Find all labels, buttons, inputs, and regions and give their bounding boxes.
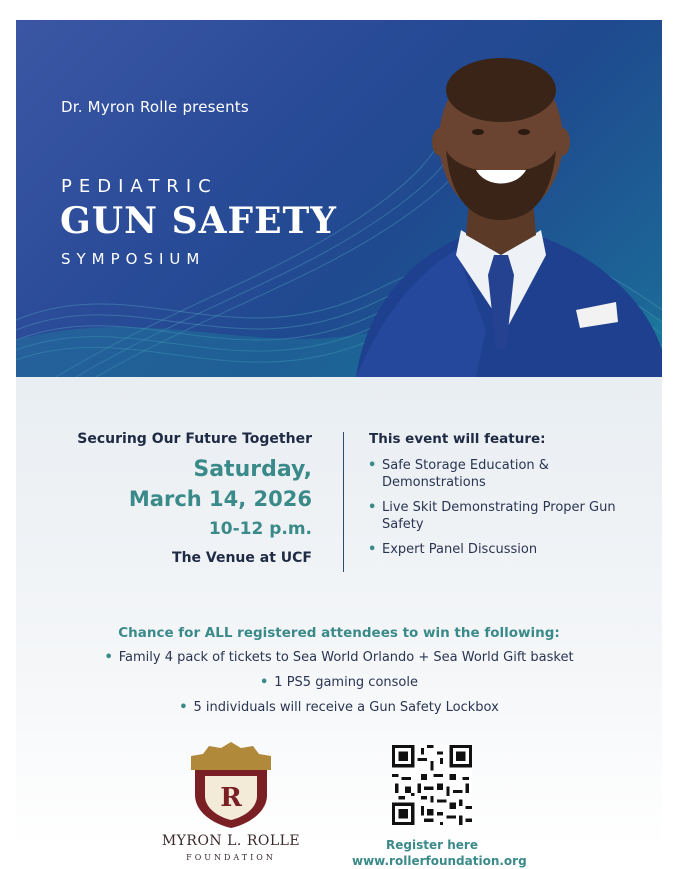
- event-details-section: [16, 377, 662, 868]
- event-time: 10-12 p.m.: [208, 519, 312, 539]
- feature-item: • Safe Storage Education & Demonstrations: [368, 458, 549, 490]
- speaker-portrait: [336, 30, 662, 377]
- features-title: This event will feature:: [369, 431, 546, 447]
- bullet-icon: •: [104, 650, 113, 665]
- prize-item: • 5 individuals will receive a Gun Safety Lockbox: [179, 700, 499, 715]
- flyer: [16, 20, 662, 868]
- bullet-icon: •: [179, 700, 188, 715]
- registration-qr-code[interactable]: [392, 745, 472, 825]
- column-divider: [343, 432, 344, 572]
- bullet-icon: •: [259, 675, 269, 690]
- prizes-title: Chance for ALL registered attendees to win the following:: [118, 625, 560, 641]
- svg-text:R: R: [220, 783, 242, 813]
- title-line-pediatric: PEDIATRIC: [61, 176, 218, 197]
- register-url-link[interactable]: www.rollerfoundation.org: [352, 854, 527, 868]
- foundation-crest-logo: [181, 740, 281, 830]
- hero-banner: [16, 20, 662, 377]
- registration-info: [352, 837, 527, 869]
- event-tagline: Securing Our Future Together: [77, 431, 312, 447]
- title-line-symposium: SYMPOSIUM: [61, 250, 206, 268]
- register-here-label: Register here: [386, 838, 478, 852]
- bullet-icon: •: [368, 542, 377, 557]
- event-date: March 14, 2026: [128, 487, 312, 511]
- features-list: [368, 457, 628, 566]
- foundation-name: MYRON L. ROLLE: [161, 833, 301, 849]
- bullet-icon: •: [368, 458, 377, 473]
- prize-item: • 1 PS5 gaming console: [259, 675, 418, 690]
- prizes-list: [16, 649, 662, 724]
- event-day: Saturday,: [193, 457, 312, 482]
- foundation-subtitle: FOUNDATION: [186, 853, 276, 862]
- feature-item: • Live Skit Demonstrating Proper Gun Safety: [368, 500, 616, 532]
- title-gun-safety: GUN SAFETY: [60, 200, 337, 242]
- prize-item: • Family 4 pack of tickets to Sea World Orlando + Sea World Gift basket: [104, 650, 574, 665]
- feature-item: • Expert Panel Discussion: [368, 542, 538, 557]
- presenter-line: Dr. Myron Rolle presents: [61, 98, 249, 116]
- bullet-icon: •: [368, 500, 377, 515]
- event-venue: The Venue at UCF: [172, 550, 312, 566]
